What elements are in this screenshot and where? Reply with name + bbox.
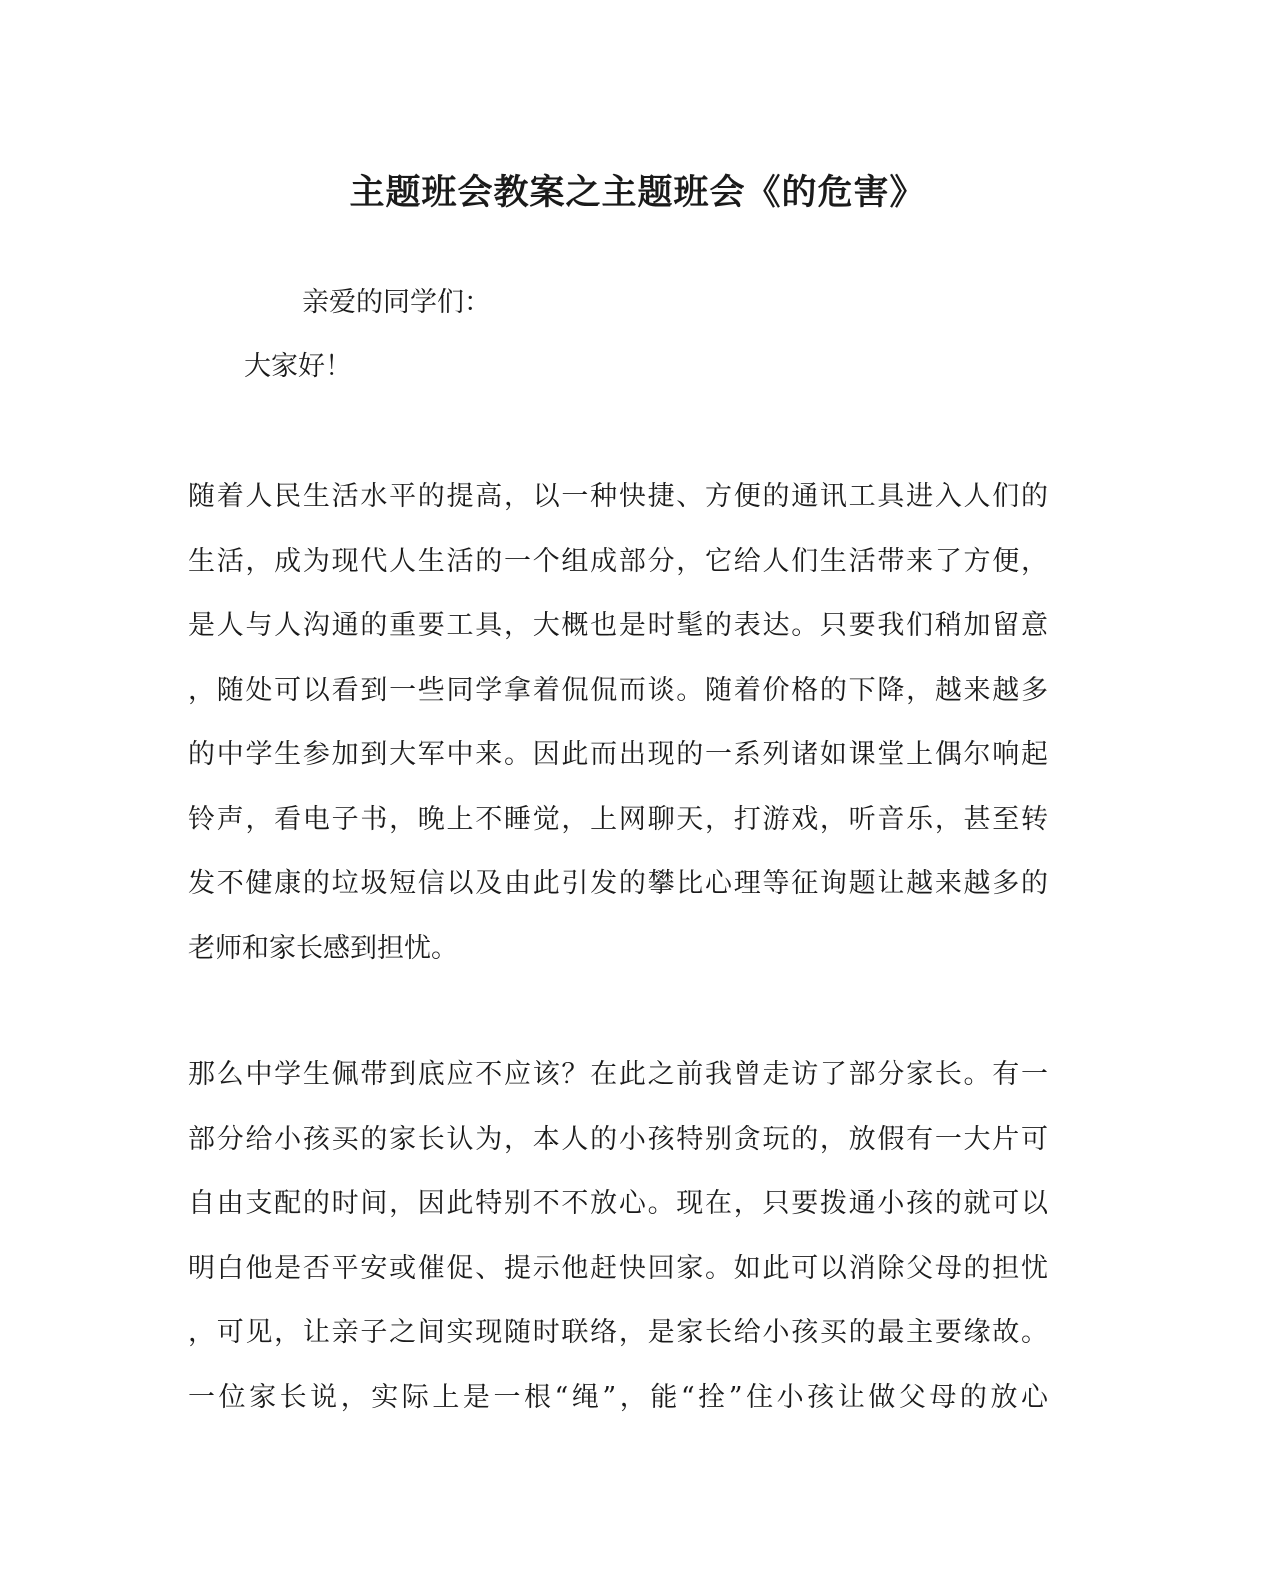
paragraph-line: 自由支配的时间，因此特别不不放心。现在，只要拨通小孩的就可以: [188, 1188, 1048, 1219]
paragraph-1: [188, 477, 1048, 993]
paragraph-line: 的中学生参加到大军中来。因此而出现的一系列诸如课堂上偶尔响起: [188, 739, 1048, 770]
paragraph-line: 是人与人沟通的重要工具，大概也是时髦的表达。只要我们稍加留意: [188, 610, 1048, 641]
paragraph-line: 部分给小孩买的家长认为，本人的小孩特别贪玩的，放假有一大片可: [188, 1123, 1048, 1155]
paragraph-line: 铃声，看电子书，晚上不睡觉，上网聊天，打游戏，听音乐，甚至转: [188, 803, 1048, 835]
paragraph-line: 老师和家长感到担忧。: [188, 932, 458, 964]
paragraph-line: 一位家长说，实际上是一根“绳”，能“拴”住小孩让做父母的放心: [188, 1381, 1048, 1413]
hello-line: 大家好！: [244, 351, 352, 382]
paragraph-line: 随着人民生活水平的提高，以一种快捷、方便的通讯工具进入人们的: [188, 481, 1048, 512]
paragraph-line: 生活，成为现代人生活的一个组成部分，它给人们生活带来了方便，: [188, 545, 1048, 577]
paragraph-line: ，随处可以看到一些同学拿着侃侃而谈。随着价格的下降，越来越多: [188, 674, 1048, 706]
paragraph-line: 发不健康的垃圾短信以及由此引发的攀比心理等征询题让越来越多的: [188, 868, 1048, 899]
paragraph-line: ，可见，让亲子之间实现随时联络，是家长给小孩买的最主要缘故。: [188, 1317, 1048, 1348]
paragraph-2: [188, 1055, 1048, 1442]
paragraph-line: 那么中学生佩带到底应不应该？在此之前我曾走访了部分家长。有一: [188, 1059, 1048, 1090]
salutation-line: 亲爱的同学们：: [302, 287, 491, 318]
paragraph-line: 明白他是否平安或催促、提示他赶快回家。如此可以消除父母的担忧: [188, 1252, 1048, 1284]
document-title: 主题班会教案之主题班会《的危害》: [349, 172, 926, 213]
